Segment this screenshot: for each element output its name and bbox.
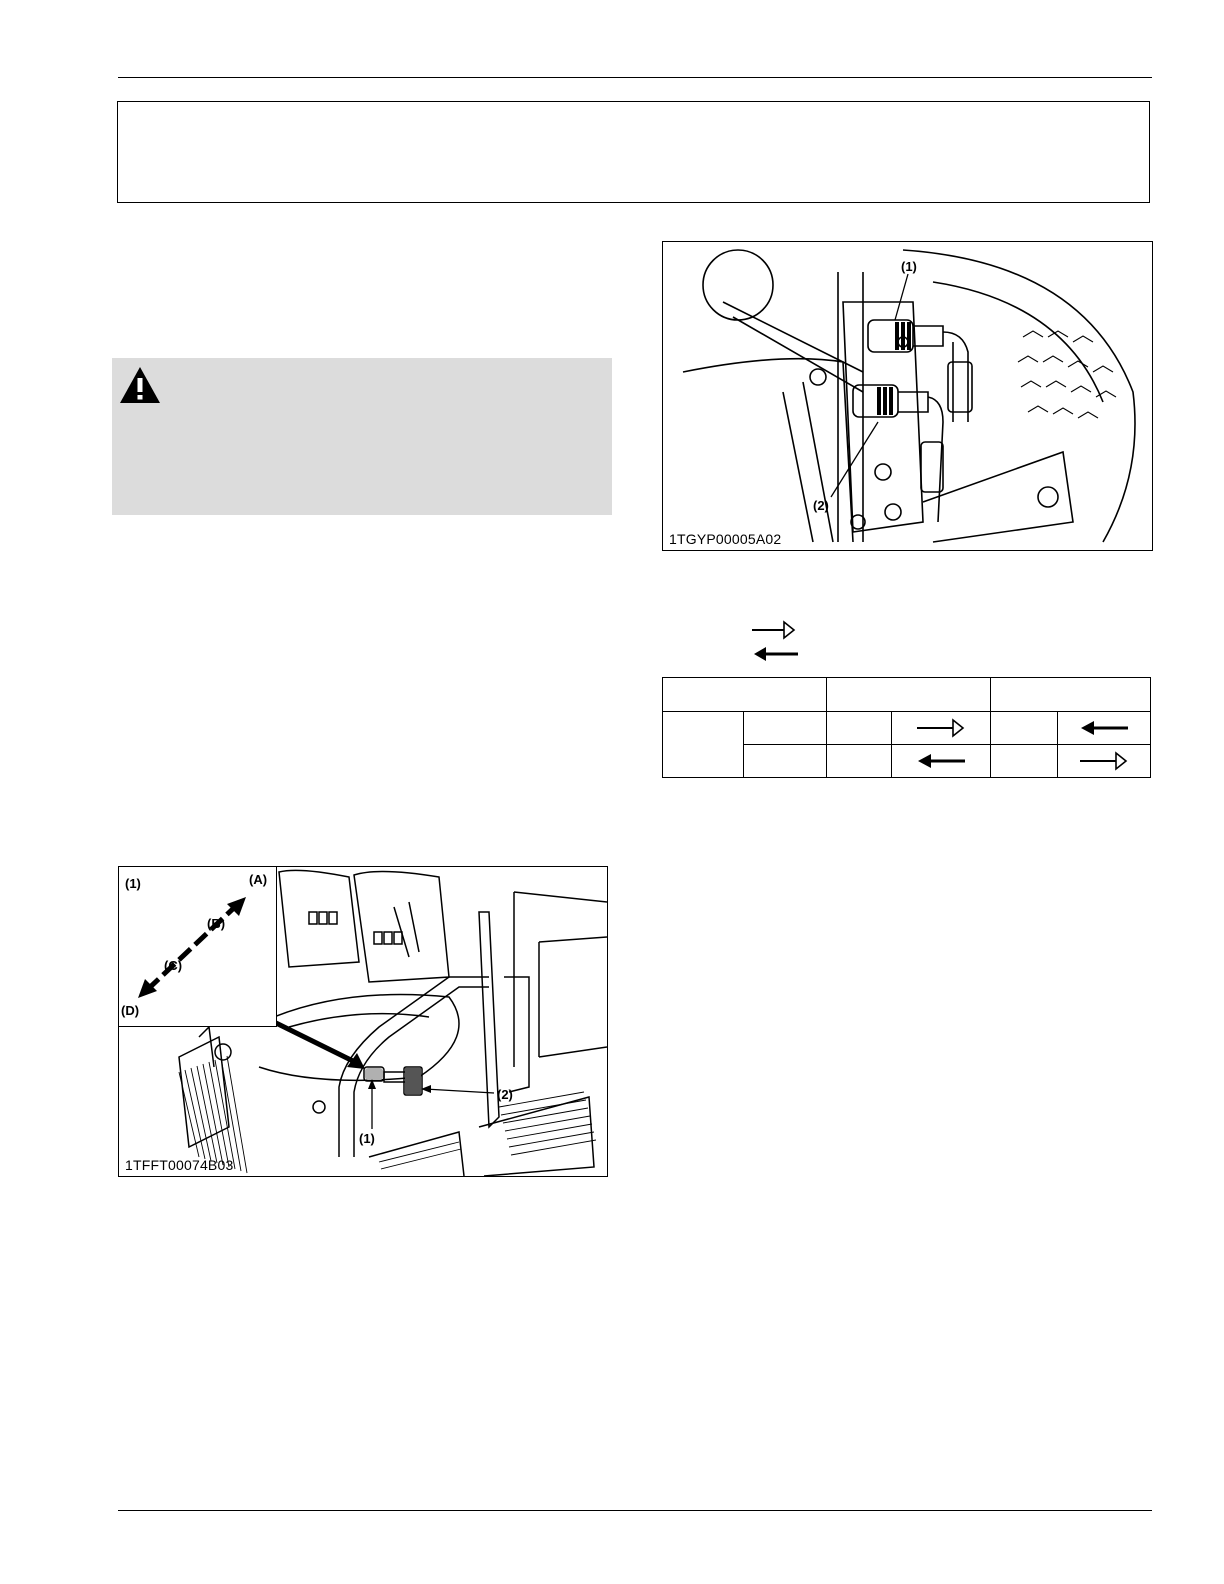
direction-inset bbox=[119, 867, 277, 1027]
coupler-illustration bbox=[663, 242, 1152, 550]
arrow-left-solid-icon bbox=[1078, 718, 1130, 738]
figure-seat-lever bbox=[118, 866, 608, 1177]
table-row bbox=[663, 712, 1151, 745]
table-cell bbox=[1058, 712, 1151, 745]
arrow-left-solid-icon bbox=[750, 644, 800, 664]
table-cell bbox=[744, 712, 827, 745]
figure2-callout-1: (1) bbox=[359, 1131, 375, 1146]
figure-hydraulic-couplers bbox=[662, 241, 1153, 551]
inset-label-d: (D) bbox=[121, 1003, 140, 1018]
footer-rule bbox=[118, 1510, 1152, 1511]
table-header-row bbox=[663, 678, 1151, 712]
arrow-left-solid-icon bbox=[915, 751, 967, 771]
note-box bbox=[117, 101, 1150, 203]
figure2-code: 1TFFT00074B03 bbox=[125, 1157, 234, 1173]
figure1-callout-1: (1) bbox=[901, 259, 917, 274]
table-cell bbox=[827, 712, 892, 745]
table-header-cell bbox=[827, 678, 991, 712]
inset-label-b: (B) bbox=[207, 916, 226, 931]
figure2-callout-2: (2) bbox=[497, 1087, 513, 1102]
table-cell bbox=[827, 745, 892, 778]
flow-direction-table bbox=[662, 677, 1151, 778]
table-cell bbox=[991, 745, 1058, 778]
inset-label: (1) bbox=[125, 876, 141, 891]
arrow-right-outline-icon bbox=[750, 620, 800, 640]
warning-triangle-icon bbox=[118, 365, 162, 405]
table-header-cell bbox=[991, 678, 1151, 712]
table-cell bbox=[892, 745, 991, 778]
table-cell bbox=[744, 745, 827, 778]
direction-arrows bbox=[119, 867, 276, 1026]
header-rule bbox=[118, 77, 1152, 78]
table-cell bbox=[892, 712, 991, 745]
arrow-right-outline-icon bbox=[1078, 751, 1130, 771]
arrow-right-outline-icon bbox=[915, 718, 967, 738]
inset-label-a: (A) bbox=[249, 872, 268, 887]
warning-panel bbox=[112, 358, 612, 515]
table-cell bbox=[991, 712, 1058, 745]
figure1-callout-2: (2) bbox=[813, 498, 829, 513]
table-cell bbox=[1058, 745, 1151, 778]
figure1-code: 1TGYP00005A02 bbox=[669, 531, 782, 547]
table-cell bbox=[663, 712, 744, 778]
inset-label-c: (C) bbox=[164, 958, 183, 973]
table-header-cell bbox=[663, 678, 827, 712]
